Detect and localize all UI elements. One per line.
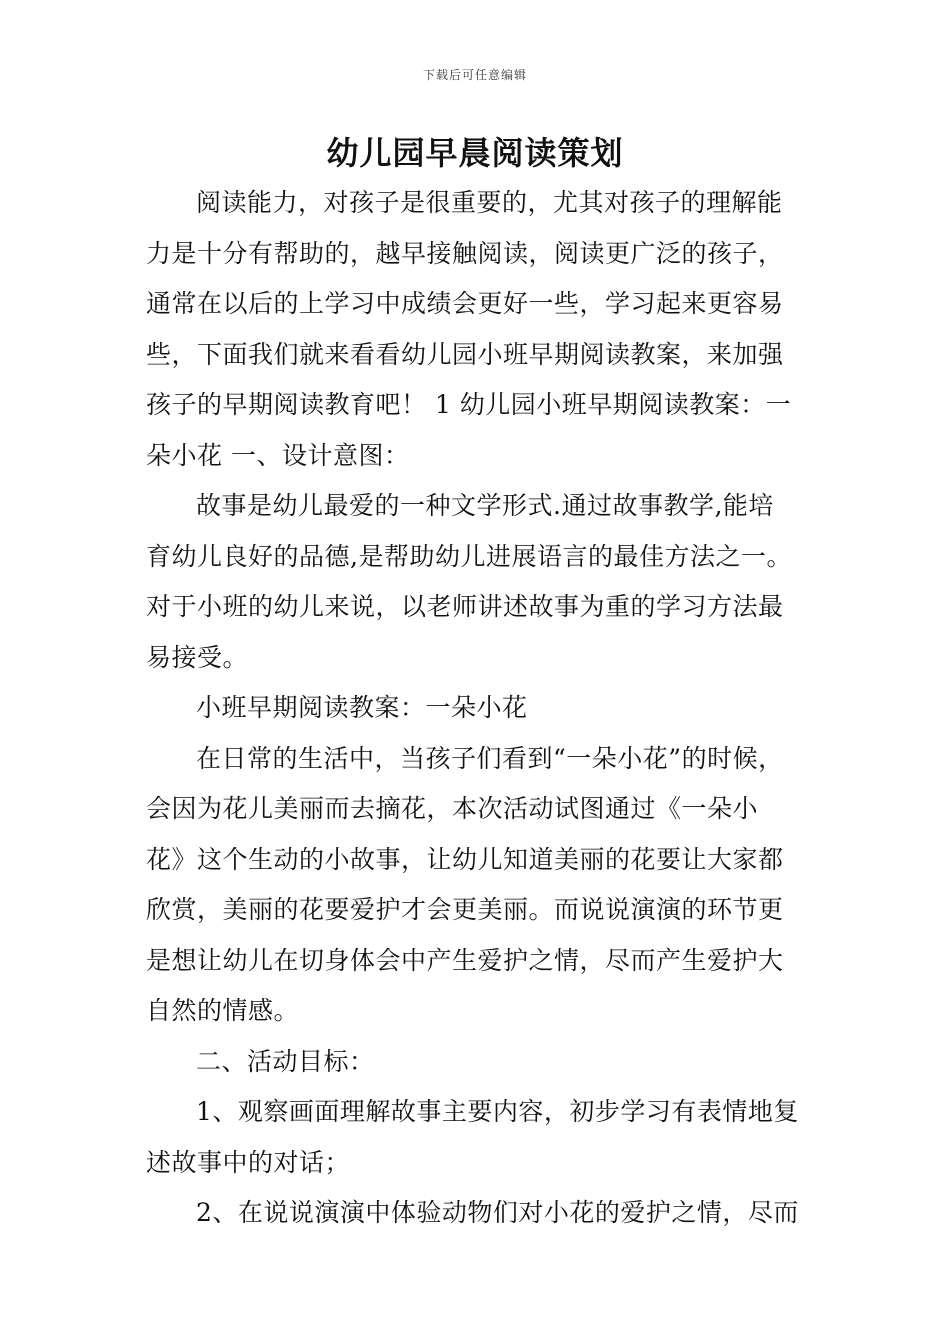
- text-line: 二、活动目标：: [196, 1046, 375, 1076]
- document-body: [146, 178, 816, 1239]
- paragraph-section-heading: [146, 1037, 816, 1088]
- text-line: 1、观察画面理解故事主要内容，初步学习有表情地复: [196, 1097, 799, 1126]
- text-line: 通常在以后的上学习中成绩会更好一些，学习起来更容易: [146, 289, 784, 318]
- text-line: 欣赏，美丽的花要爱护才会更美丽。而说说演演的环节更: [146, 895, 784, 924]
- paragraph-design-intent: [146, 481, 816, 683]
- document-title: 幼儿园早晨阅读策划: [326, 134, 624, 172]
- paragraph-goal-2: [146, 1188, 816, 1239]
- text-line: 朵小花 一、设计意图：: [146, 440, 410, 470]
- text-line: 些，下面我们就来看看幼儿园小班早期阅读教案，来加强: [146, 339, 784, 369]
- text-line: 育幼儿良好的品德,是帮助幼儿进展语言的最佳方法之一。: [146, 541, 792, 571]
- text-line: 花》这个生动的小故事，让幼儿知道美丽的花要让大家都: [146, 844, 784, 874]
- header-note: 下载后可任意编辑: [422, 68, 527, 82]
- text-line: 2、在说说演演中体验动物们对小花的爱护之情，尽而: [196, 1198, 799, 1227]
- text-line: 在日常的生活中，当孩子们看到“一朵小花”的时候，: [196, 743, 784, 773]
- text-line: 阅读能力，对孩子是很重要的，尤其对孩子的理解能: [196, 188, 783, 217]
- text-line: 会因为花儿美丽而去摘花，本次活动试图通过《一朵小: [146, 794, 759, 823]
- text-line: 易接受。: [146, 642, 249, 672]
- text-line: 小班早期阅读教案：一朵小花: [196, 693, 528, 722]
- text-line: 自然的情感。: [146, 996, 300, 1025]
- text-line: 孩子的早期阅读教育吧！ 1 幼儿园小班早期阅读教案：一: [146, 390, 792, 419]
- text-line: 述故事中的对话；: [146, 1147, 351, 1177]
- paragraph-story-intro: [146, 734, 816, 1037]
- paragraph-lesson-title: [146, 683, 816, 734]
- text-line: 对于小班的幼儿来说，以老师讲述故事为重的学习方法最: [146, 592, 784, 621]
- text-line: 力是十分有帮助的，越早接触阅读，阅读更广泛的孩子，: [146, 238, 784, 268]
- paragraph-intro: [146, 178, 816, 481]
- paragraph-goal-1: [146, 1087, 816, 1188]
- text-line: 是想让幼儿在切身体会中产生爱护之情，尽而产生爱护大: [146, 945, 784, 975]
- text-line: 故事是幼儿最爱的一种文学形式.通过故事教学,能培: [196, 491, 774, 520]
